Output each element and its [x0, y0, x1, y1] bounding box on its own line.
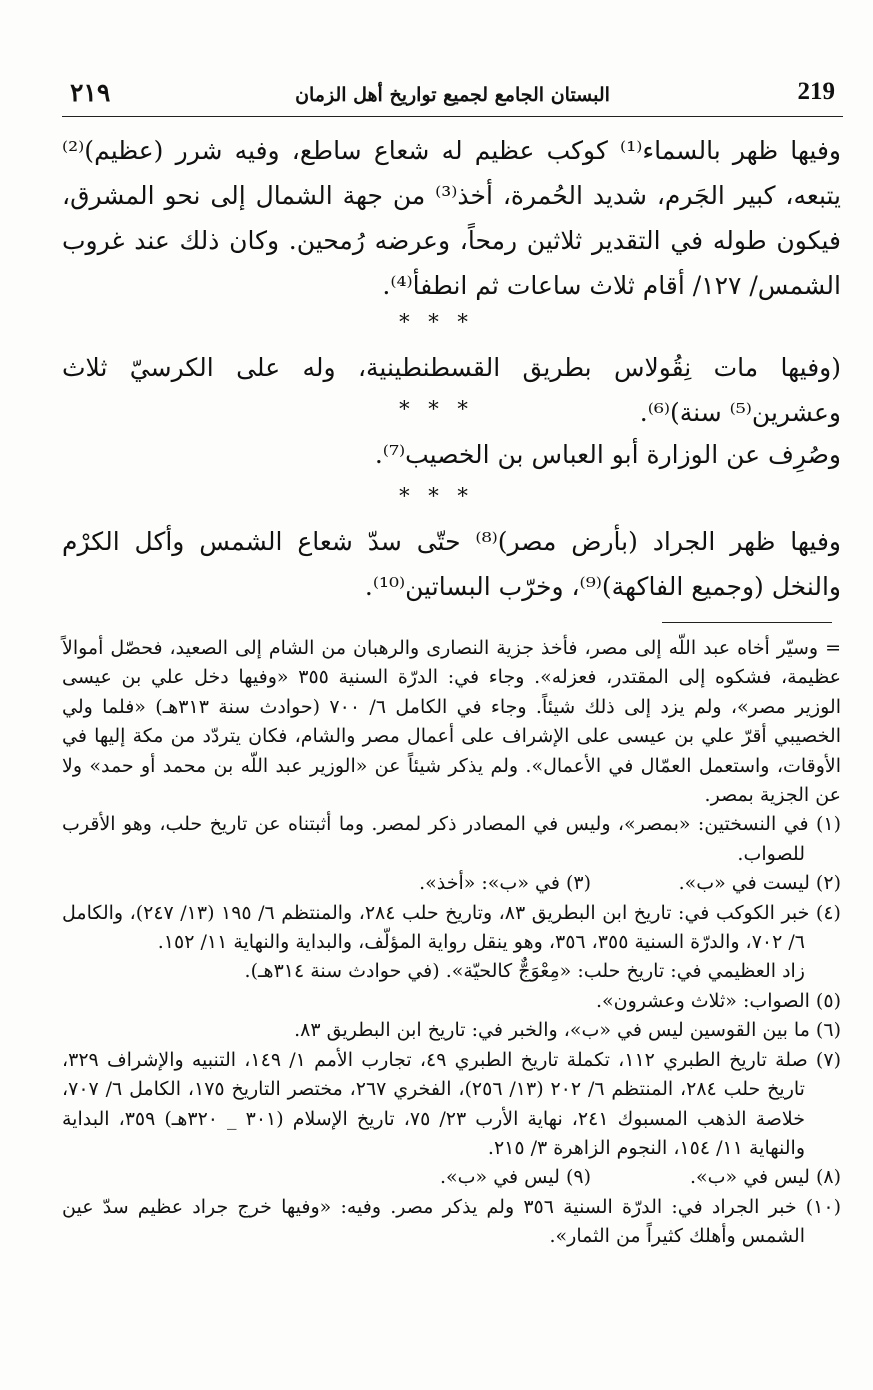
footnote-4-addendum: زاد العظيمي في: تاريخ حلب: «مِعْوَجٌّ كالحيّة». (في حوادث سنة ٣١٤هـ).: [244, 960, 805, 983]
page-number-arabic: ٢١٩: [70, 78, 111, 107]
footnotes: [62, 634, 841, 1252]
running-title: البستان الجامع لجميع تواريخ أهل الزمان: [295, 84, 610, 106]
paragraph-comet: وفيها ظهر بالسماء⁽¹⁾ كوكب عظيم له شعاع ساطع، وفيه شرر (عظيم)⁽²⁾ يتبعه، كبير الجَرم، شديد الحُمرة، أخذ⁽³⁾ من جهة الشمال إلى نحو المشرق، فيكون طوله في التقدير ثلاثين رمحاً، وعرضه رُمحين. وكان ذلك عند غروب الشمس/ ١٢٧/ أقام ثلاث ساعات ثم انطفأ⁽⁴⁾.: [62, 136, 841, 300]
section-separator: * * *: [399, 310, 474, 334]
footnote-9: (٩) ليس في «ب».: [439, 1166, 591, 1189]
footnote-7: (٧) صلة تاريخ الطبري ١١٢، تكملة تاريخ الطبري ٤٩، تجارب الأمم ١/ ١٤٩، التنبيه والإشراف ٣٢٩، تاريخ حلب ٢٨٤، المنتظم ٦/ ٢٠٢ (١٣/ ٢٥٦)، الفخري ٢٦٧، مختصر التاريخ ١٧٥، الكامل ٦/ ٧٠٧، خلاصة الذهب المسبوك ٢٤١، نهاية الأرب ٢٣/ ٧٥، تاريخ الإسلام (٣٠١ _ ٣٢٠هـ) ٣٥٩، البداية والنهاية ١١/ ١٥٤، النجوم الزاهرة ٣/ ٢١٥.: [62, 1048, 841, 1159]
page-number-latin: 219: [797, 78, 835, 105]
footnote-rule: [662, 622, 832, 623]
footnote-10: (١٠) خبر الجراد في: الدرّة السنية ٣٥٦ ولم يذكر مصر. وفيه: «وفيها خرج جراد عظيم سدّ عين الشمس وأهلك كثيراً من الثمار».: [62, 1195, 841, 1248]
footnote-4: (٤) خبر الكوكب في: تاريخ ابن البطريق ٨٣، وتاريخ حلب ٢٨٤، والمنتظم ٦/ ١٩٥ (١٣/ ٢٤٧)، والكامل ٦/ ٧٠٢، والدرّة السنية ٣٥٥، ٣٥٦، وهو ينقل رواية المؤلّف، والبداية والنهاية ١١/ ١٥٢.: [62, 901, 841, 954]
footnote-6: (٦) ما بين القوسين ليس في «ب»، والخبر في: تاريخ ابن البطريق ٨٣.: [294, 1019, 841, 1042]
footnote-2: (٢) ليست في «ب».: [678, 872, 841, 895]
footnote-continuation: = وسيّر أخاه عبد اللّه إلى مصر، فأخذ جزية النصارى والرهبان من الشام إلى الصعيد، فحصّل أموالاً عظيمة، فشكوه إلى المقتدر، فعزله». وجاء في: الدرّة السنية ٣٥٥ «وفيها دخل علي بن عيسى الوزير مصر»، ولم يزد إلى ذلك شيئاً. وجاء في الكامل ٦/ ٧٠٠ (حوادث سنة ٣١٣هـ) «فلما ولي الخصيبي أقرّ علي بن عيسى على الإشراف على أعمال مصر والشام، فكان يتردّد من مكة إليها في الأوقات، واستعمل العمّال في الأعمال». ولم يذكر شيئاً عن «الوزير عبد اللّه بن محمد أو حمد» ولا عن الجزية بمصر.: [62, 637, 841, 807]
running-header: [62, 72, 843, 117]
footnote-5: (٥) الصواب: «ثلاث وعشرون».: [596, 989, 841, 1012]
section-separator: * * *: [399, 397, 474, 421]
footnote-pair: [62, 1163, 841, 1192]
paragraph-nicholas: (وفيها مات نِقُولاس بطريق القسطنطينية، وله على الكرسيّ ثلاث وعشرين⁽⁵⁾ سنة)⁽⁶⁾.: [62, 353, 841, 427]
footnote-3: (٣) في «ب»: «أخذ».: [419, 872, 591, 895]
paragraph-vizier: وصُرِف عن الوزارة أبو العباس بن الخصيب⁽⁷⁾.: [374, 440, 841, 469]
section-separator: * * *: [399, 484, 474, 508]
paragraph-locusts: وفيها ظهر الجراد (بأرض مصر)⁽⁸⁾ حتّى سدّ شعاع الشمس وأكل الكرْم والنخل (وجميع الفاكهة)⁽⁹⁾، وخرّب البساتين⁽¹⁰⁾.: [62, 527, 841, 601]
footnote-1: (١) في النسختين: «بمصر»، وليس في المصادر ذكر لمصر. وما أثبتناه عن تاريخ حلب، وهو الأقرب للصواب.: [62, 813, 841, 865]
footnote-8: (٨) ليس في «ب».: [689, 1166, 841, 1189]
footnote-pair: [62, 869, 841, 898]
